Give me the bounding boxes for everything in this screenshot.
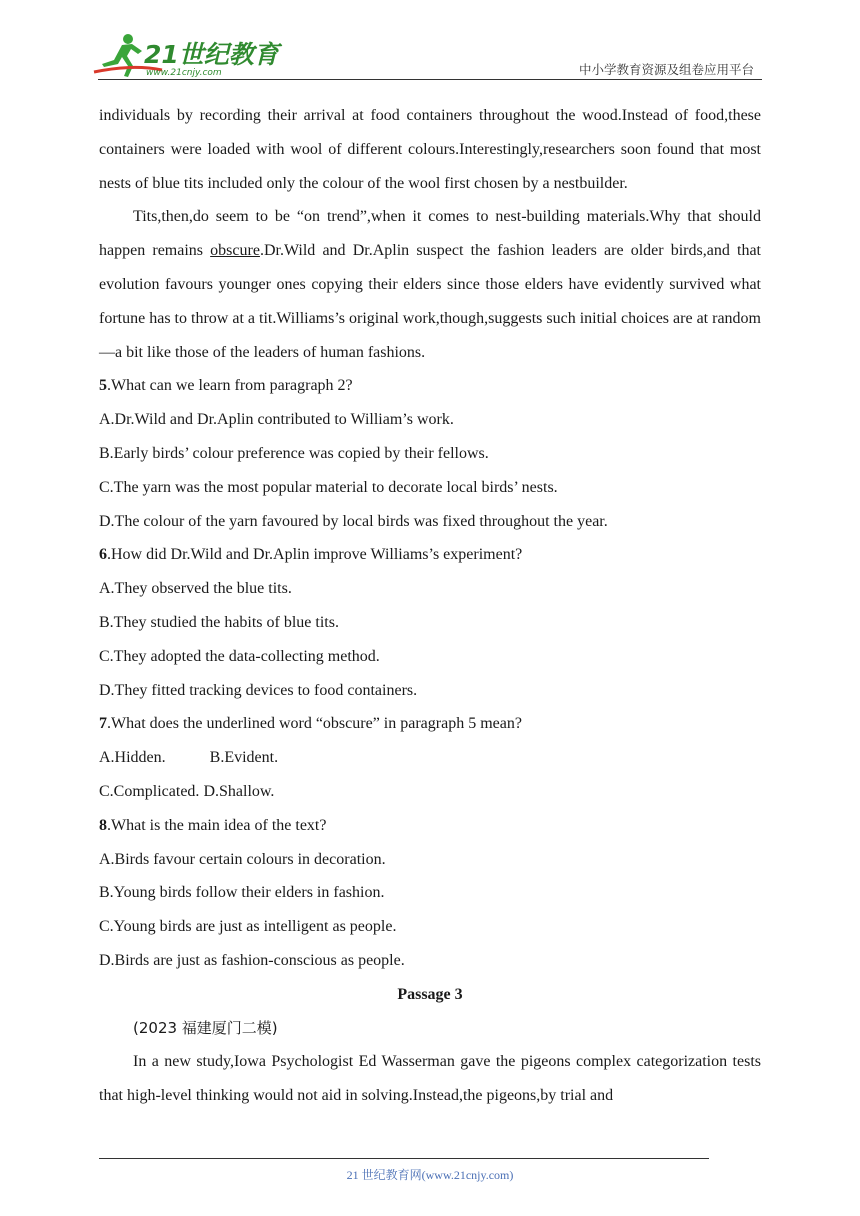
answer-option: C.They adopted the data-collecting method. <box>99 647 380 665</box>
question-text: .How did Dr.Wild and Dr.Aplin improve Williams’s experiment? <box>107 546 523 564</box>
passage-paragraph <box>99 200 761 369</box>
question-stem <box>99 707 761 741</box>
answer-option: A.Dr.Wild and Dr.Aplin contributed to William’s work. <box>99 411 454 429</box>
answer-option: D.They fitted tracking devices to food containers. <box>99 681 418 699</box>
question-text: .What is the main idea of the text? <box>107 816 327 834</box>
header-platform-text: 中小学教育资源及组卷应用平台 <box>578 62 754 77</box>
page-header <box>0 0 860 90</box>
runner-logo-icon <box>92 30 279 80</box>
header-divider <box>98 79 762 80</box>
question-text: .What does the underlined word “obscure” in paragraph 5 mean? <box>107 715 522 733</box>
answer-option: D.Birds are just as fashion-conscious as people. <box>99 951 405 969</box>
passage-paragraph: In a new study,Iowa Psychologist Ed Wasserman gave the pigeons complex categorization tests that high-level thinking would not aid in solving.Instead,the pigeons,by trial and <box>99 1053 761 1105</box>
answer-option: A.Hidden. <box>99 749 166 767</box>
question-stem <box>99 369 761 403</box>
question-number: 6 <box>99 546 107 564</box>
answer-option: D.The colour of the yarn favoured by local birds was fixed throughout the year. <box>99 512 608 530</box>
underlined-word: obscure <box>210 242 260 260</box>
answer-option: B.Evident. <box>209 749 279 767</box>
answer-option: B.They studied the habits of blue tits. <box>99 613 339 631</box>
question-number: 5 <box>99 377 107 395</box>
passage-source: (2023 福建厦门二模) <box>133 1018 278 1037</box>
question-stem <box>99 538 761 572</box>
answer-option-row <box>99 741 761 775</box>
site-logo <box>92 30 279 80</box>
answer-option: A.Birds favour certain colours in decoration. <box>99 850 386 868</box>
question-number: 8 <box>99 816 107 834</box>
answer-option: A.They observed the blue tits. <box>99 580 292 598</box>
question-number: 7 <box>99 715 107 733</box>
svg-text:21世纪教育: 21世纪教育 <box>144 40 279 69</box>
answer-option: C.Young birds are just as intelligent as people. <box>99 918 397 936</box>
answer-option-row <box>99 775 761 809</box>
answer-option: C.The yarn was the most popular material to decorate local birds’ nests. <box>99 478 558 496</box>
document-body <box>99 99 761 1113</box>
footer-text: 21 世纪教育网(www.21cnjy.com) <box>346 1168 514 1182</box>
paragraph-text: .Dr.Wild and Dr.Aplin suspect the fashion leaders are older birds,and that evolution favours younger ones copying their elders since those elders have evidently survived what fortune has to throw at a tit.Williams’s original work,though,suggests such initial choices are at random—a bit like those of the leaders of human fashions. <box>99 242 761 361</box>
svg-text:www.21cnjy.com: www.21cnjy.com <box>146 68 222 78</box>
footer-divider <box>99 1158 709 1159</box>
paragraph-text: Tits,then,do seem to be “on trend”,when it comes to nest-building materials.Why that should happen remains <box>99 208 761 260</box>
answer-option: B.Early birds’ colour preference was copied by their fellows. <box>99 444 489 462</box>
question-text: .What can we learn from paragraph 2? <box>107 377 353 395</box>
answer-option: B.Young birds follow their elders in fashion. <box>99 884 385 902</box>
question-stem <box>99 809 761 843</box>
answer-option: C.Complicated. <box>99 782 200 800</box>
answer-option: D.Shallow. <box>203 782 275 800</box>
passage-paragraph: individuals by recording their arrival at food containers throughout the wood.Instead of food,these containers were loaded with wool of different colours.Interestingly,researchers soon found that most nests of blue tits included only the colour of the wool first chosen by a nestbuilder. <box>99 107 761 192</box>
passage-title: Passage 3 <box>397 985 463 1003</box>
